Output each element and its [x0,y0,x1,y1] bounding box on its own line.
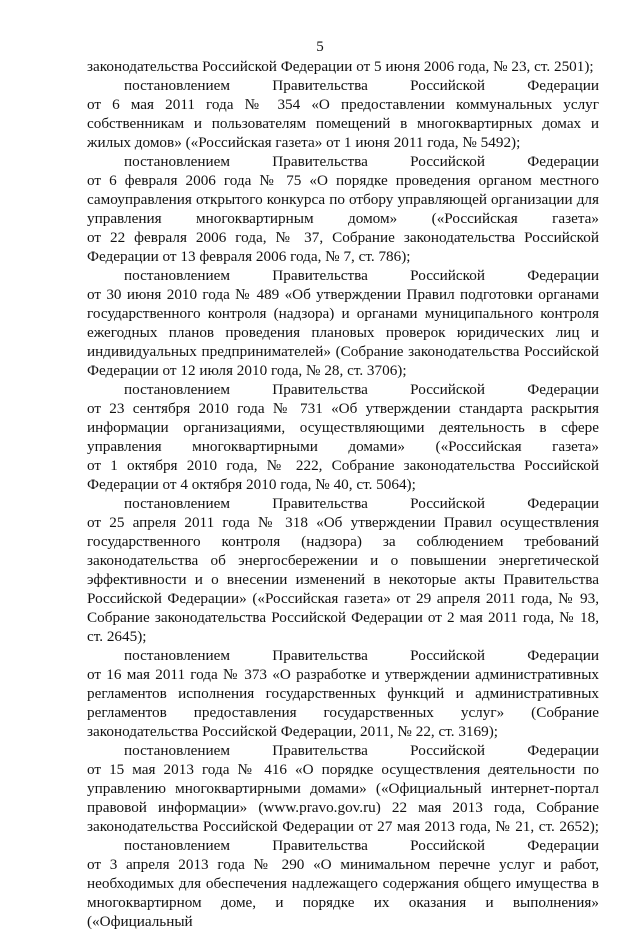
page-number: 5 [316,39,324,55]
text-line: постановлением Правительства Российской Федерации [124,267,599,284]
text-line: жилых домов» («Российская газета» от 1 июня 2011 года, № 5492); [87,134,521,151]
text-line: многоквартирном доме, и порядке их оказания и выполнения» («Официальный [87,894,599,930]
text-line: постановлением Правительства Российской Федерации [124,153,599,170]
text-line: от 22 февраля 2006 года, № 37, Собрание законодательства Российской [87,229,599,246]
text-line: постановлением Правительства Российской Федерации [124,837,599,854]
text-line: от 25 апреля 2011 года № 318 «Об утверждении Правил осуществления [87,514,599,531]
text-line: Федерации от 13 февраля 2006 года, № 7, ст. 786); [87,248,411,265]
text-line: от 1 октября 2010 года, № 222, Собрание законодательства Российской [87,457,599,474]
text-line: ежегодных планов проведения плановых проверок юридических лиц и [87,324,599,341]
text-line: регламентов предоставления государственных услуг» (Собрание [87,704,599,721]
text-line: управлению многоквартирными домами» («Официальный интернет-портал [87,780,599,797]
text-line: от 3 апреля 2013 года № 290 «О минимальном перечне услуг и работ, [87,856,599,873]
text-line: законодательства об энергосбережении и о повышении энергетической [87,552,599,569]
text-line: постановлением Правительства Российской Федерации [124,381,599,398]
text-line: от 6 февраля 2006 года № 75 «О порядке проведения органом местного [87,172,599,189]
text-line: от 15 мая 2013 года № 416 «О порядке осуществления деятельности по [87,761,599,778]
text-line: государственного контроля (надзора) и органами муниципального контроля [87,305,599,322]
text-line: от 30 июня 2010 года № 489 «Об утверждении Правил подготовки органами [87,286,599,303]
text-line: правовой информации» (www.pravo.gov.ru) 22 мая 2013 года, Собрание [87,799,599,816]
text-line: законодательства Российской Федерации от 5 июня 2006 года, № 23, ст. 2501); [87,58,594,75]
text-line: от 6 мая 2011 года № 354 «О предоставлении коммунальных услуг [87,96,599,113]
text-line: постановлением Правительства Российской Федерации [124,77,599,94]
text-line: собственникам и пользователям помещений в многоквартирных домах и [87,115,599,132]
text-line: самоуправления открытого конкурса по отбору управляющей организации для [87,191,599,208]
text-line: постановлением Правительства Российской Федерации [124,742,599,759]
text-line: необходимых для обеспечения надлежащего содержания общего имущества в [87,875,599,892]
text-line: индивидуальных предпринимателей» (Собрание законодательства Российской [87,343,599,360]
text-line: Российской Федерации» («Российская газета» от 29 апреля 2011 года, № 93, [87,590,599,607]
text-line: от 23 сентября 2010 года № 731 «Об утверждении стандарта раскрытия [87,400,599,417]
body-text [87,57,599,930]
text-line: управления многоквартирными домами» («Российская газета» [87,438,599,455]
text-line: постановлением Правительства Российской Федерации [124,647,599,664]
text-line: государственного контроля (надзора) за соблюдением требований [87,533,599,550]
text-line: регламентов исполнения государственных функций и административных [87,685,599,702]
text-line: законодательства Российской Федерации, 2011, № 22, ст. 3169); [87,723,498,740]
text-line: Собрание законодательства Российской Федерации от 2 мая 2011 года, № 18, [87,609,599,626]
text-line: постановлением Правительства Российской Федерации [124,495,599,512]
text-line: от 16 мая 2011 года № 373 «О разработке и утверждении административных [87,666,599,683]
text-line: Федерации от 4 октября 2010 года, № 40, ст. 5064); [87,476,416,493]
text-line: управления многоквартирным домом» («Российская газета» [87,210,599,227]
text-line: Федерации от 12 июля 2010 года, № 28, ст. 3706); [87,362,407,379]
text-line: законодательства Российской Федерации от 27 мая 2013 года, № 21, ст. 2652); [87,818,599,835]
text-line: ст. 2645); [87,628,147,645]
text-line: информации организациями, осуществляющими деятельность в сфере [87,419,599,436]
text-line: эффективности и о внесении изменений в некоторые акты Правительства [87,571,599,588]
